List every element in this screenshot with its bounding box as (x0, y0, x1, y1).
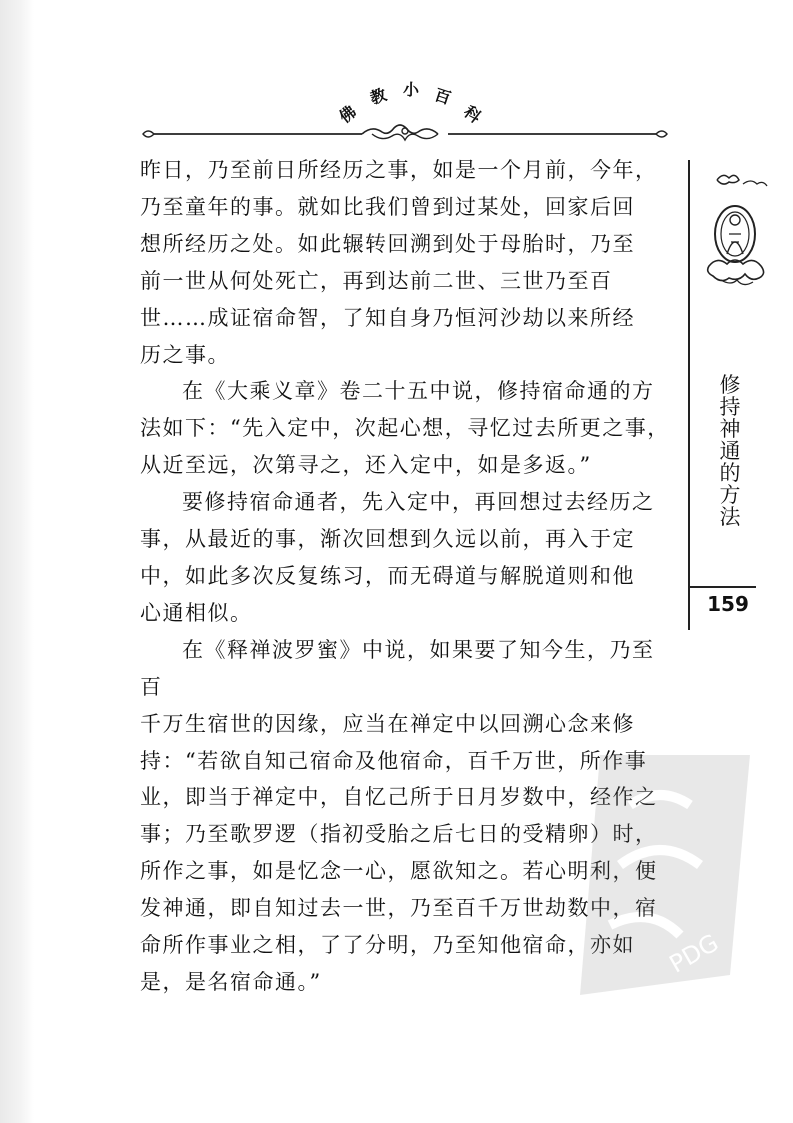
text-line: 在《释禅波罗蜜》中说，如果要了知今生，乃至百 (140, 637, 655, 699)
section-title-char: 神 (719, 417, 741, 441)
sidebar-horizontal-rule (688, 586, 756, 588)
section-title-char: 持 (719, 395, 741, 419)
paragraph (140, 152, 670, 373)
text-line: 持：“若欲自知己宿命及他宿命，百千万世，所作事 (140, 748, 648, 773)
watermark-stamp (560, 745, 770, 1015)
header-char: 佛 (335, 101, 360, 127)
buddha-ornament-icon (697, 162, 777, 302)
text-line: 前一世从何处死亡，再到达前二世、三世乃至百 (140, 268, 613, 293)
text-line: 是，是名宿命通。” (140, 969, 322, 994)
text-line: 昨日，乃至前日所经历之事，如是一个月前，今年， (140, 158, 658, 182)
header-char: 小 (403, 80, 420, 99)
section-title-char: 方 (719, 483, 741, 507)
text-line: 世……成证宿命智，了知自身乃恒河沙劫以来所经 (140, 305, 635, 330)
header-char: 百 (432, 84, 454, 108)
sidebar-section-title (718, 374, 742, 528)
text-line: 法如下：“先入定中，次起心想，寻忆过去所更之事， (140, 416, 670, 441)
text-line: 要修持宿命通者，先入定中，再回想过去经历之 (182, 490, 655, 515)
paragraph (140, 373, 670, 484)
page-gutter-shadow (0, 0, 34, 1123)
section-title-char: 法 (719, 505, 741, 529)
text-line: 想所经历之处。如此辗转回溯到处于母胎时，乃至 (140, 231, 635, 256)
text-line: 中，如此多次反复练习，而无碍道与解脱道则和他 (140, 563, 635, 588)
text-line: 事，从最近的事，渐次回想到久远以前，再入于定 (140, 527, 635, 552)
text-line: 命所作事业之相，了了分明，乃至知他宿命，亦如 (140, 933, 635, 958)
text-line: 发神通，即自知过去一世，乃至百千万世劫数中，宿 (140, 896, 658, 921)
text-line: 乃至童年的事。就如比我们曾到过某处，回家后回 (140, 194, 635, 219)
text-line: 业，即当于禅定中，自忆己所于日月岁数中，经作之 (140, 785, 658, 810)
svg-text:PDG: PDG (664, 928, 724, 979)
text-line: 所作之事，如是忆念一心，愿欲知之。若心明利，便 (140, 859, 658, 884)
text-line: 从近至远，次第寻之，还入定中，如是多返。” (140, 453, 592, 478)
text-line: 事；乃至歌罗逻（指初受胎之后七日的受精卵）时， (140, 822, 658, 847)
header-ornamental-rule (140, 124, 670, 144)
section-title-char: 通 (719, 439, 741, 463)
text-line: 历之事。 (140, 342, 230, 367)
text-line: 心通相似。 (140, 600, 253, 625)
text-line: 在《大乘义章》卷二十五中说，修持宿命通的方 (182, 379, 655, 404)
header-char: 科 (460, 101, 485, 127)
section-title-char: 修 (719, 373, 741, 397)
paragraph (140, 484, 670, 632)
section-title-char: 的 (719, 461, 741, 485)
header-char: 教 (367, 84, 389, 108)
running-header-title (325, 70, 495, 130)
text-line: 千万生宿世的因缘，应当在禅定中以回溯心念来修 (140, 711, 635, 736)
sidebar-vertical-rule (688, 160, 690, 630)
page-number: 159 (707, 592, 749, 616)
